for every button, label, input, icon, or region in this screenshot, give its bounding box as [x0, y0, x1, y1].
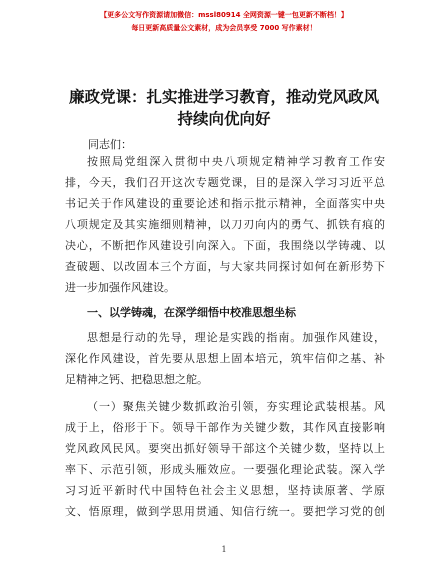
- page-number: 1: [221, 545, 227, 554]
- paragraph-line: 习习近平新时代中国特色社会主义思想，坚持读原著、学原: [65, 484, 385, 497]
- paragraph-line: 思想是行动的先导，理论是实践的指南。加强作风建设，: [87, 331, 385, 344]
- paragraph-line: 成于上，俗形于下。领导干部作为关键少数，其作风直接影响: [65, 421, 385, 434]
- paragraph-line: 查破题、以改固本三个方面，与大家共同探讨如何在新形势下: [65, 260, 385, 273]
- promo-banner-line-1: 【更多公文写作资源请加微信：mssl80914 全网资源一键一包更新不断档！】: [100, 11, 348, 19]
- promo-banner-line-2: 每日更新高质量公文素材，成为会员享受 7000 写作素材！: [131, 24, 317, 32]
- paragraph-line: 按照局党组深入贯彻中央八项规定精神学习教育工作安: [87, 155, 385, 168]
- document-title-line-2: 持续向优向好: [177, 110, 271, 128]
- section-heading: 一、以学铸魂，在深学细悟中校准思想坐标: [87, 306, 296, 319]
- paragraph-line: 八项规定及其实施细则精神，以刀刃向内的勇气、抓铁有痕的: [65, 218, 385, 231]
- document-title-line-1: 廉政党课：扎实推进学习教育，推动党风政风: [68, 88, 379, 106]
- paragraph-line: 深化作风建设，首先要从思想上固本培元，筑牢信仰之基、补: [65, 352, 385, 365]
- paragraph-line: 足精神之钙、把稳思想之舵。: [65, 373, 208, 386]
- paragraph-line: 书记关于作风建设的重要论述和指示批示精神，全面落实中央: [65, 197, 385, 210]
- paragraph-intro: [65, 151, 385, 298]
- greeting: 同志们：: [88, 138, 132, 151]
- paragraph-line: 排，今天，我们召开这次专题党课，目的是深入学习习近平总: [65, 176, 385, 189]
- paragraph-section-intro: [65, 327, 385, 390]
- paragraph-subsection-1: [65, 396, 385, 522]
- document-title: [52, 86, 396, 130]
- paragraph-line: 党风政风民风。要突出抓好领导干部这个关键少数，坚持以上: [65, 442, 385, 455]
- paragraph-line: 进一步加强作风建设。: [65, 281, 175, 294]
- paragraph-line: 文、悟原理，做到学思用贯通、知信行统一。要把学习党的创: [65, 505, 385, 518]
- paragraph-line: （一）聚焦关键少数抓政治引领，夯实理论武装根基。风: [87, 400, 385, 413]
- paragraph-line: 率下、示范引领，形成头雁效应。一要强化理论武装。深入学: [65, 463, 385, 476]
- paragraph-line: 决心，不断把作风建设引向深入。下面，我围绕以学铸魂、以: [65, 239, 385, 252]
